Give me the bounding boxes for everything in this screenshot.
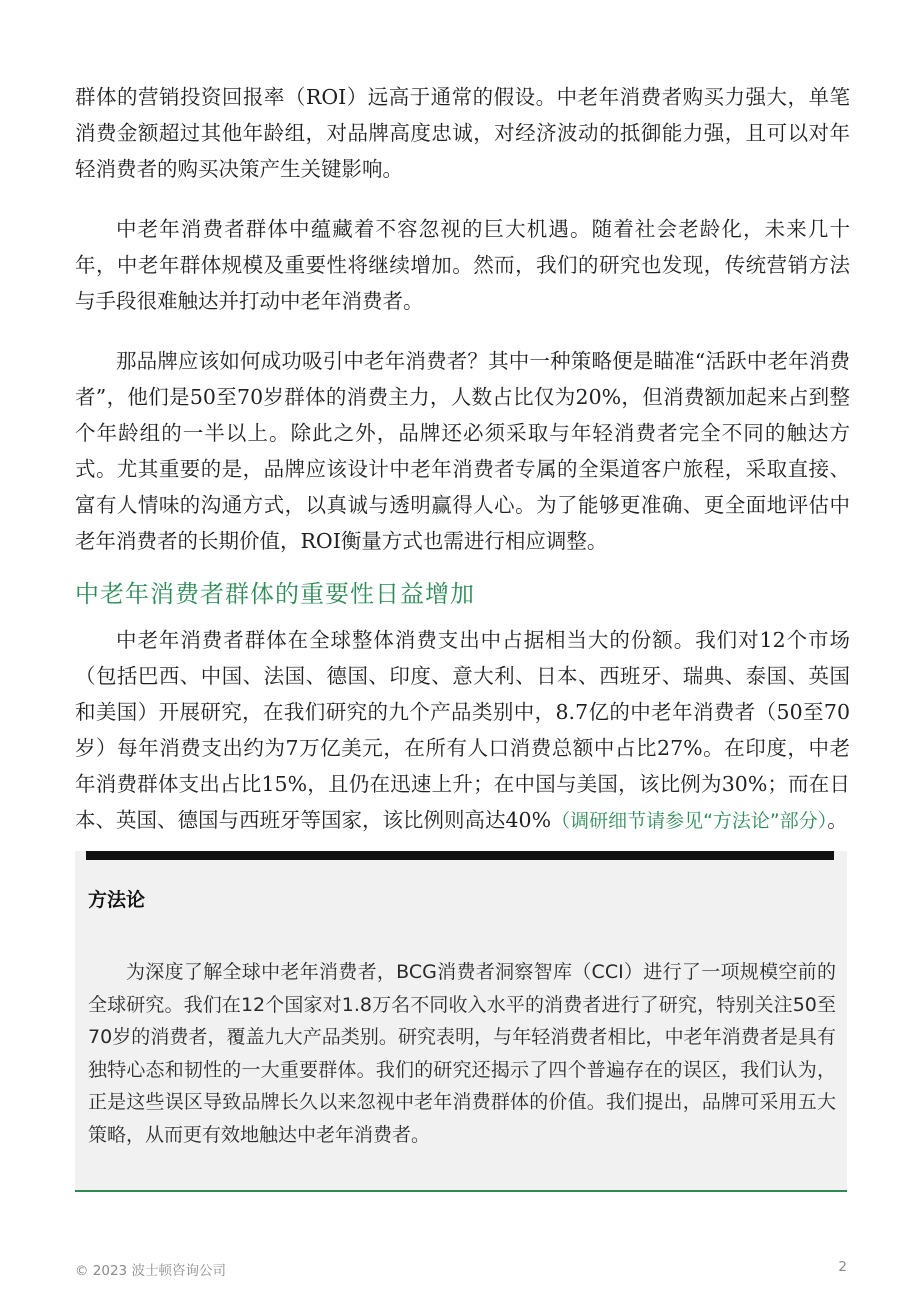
market-share-end: 。 [827,808,848,832]
methodology-reference-link[interactable]: （调研细节请参见“方法论”部分） [551,810,828,832]
body-paragraph-strategy: 那品牌应该如何成功吸引中老年消费者？其中一种策略便是瞄准“活跃中老年消费者”，他们是50至70岁群体的消费主力，人数占比仅为20%，但消费额加起来占到整个年龄组的一半以上。除此之外，品牌还必须采取与年轻消费者完全不同的触达方式。尤其重要的是，品牌应该设计中老年消费者专属的全渠道客户旅程，采取直接、富有人情味的沟通方式，以真诚与透明赢得人心。为了能够更准确、更全面地评估中老年消费者的长期价值，ROI衡量方式也需进行相应调整。 [75,349,850,553]
methodology-box-top-bar [86,851,834,860]
body-paragraph-market-share [75,622,850,839]
methodology-body: 为深度了解全球中老年消费者，BCG消费者洞察智库（CCI）进行了一项规模空前的全球研究。我们在12个国家对1.8万名不同收入水平的消费者进行了研究，特别关注50至70岁的消费者，覆盖九大产品类别。研究表明，与年轻消费者相比，中老年消费者是具有独特心态和韧性的一大重要群体。我们的研究还揭示了四个普遍存在的误区，我们认为，正是这些误区导致品牌长久以来忽视中老年消费群体的价值。我们提出，品牌可采用五大策略，从而更有效地触达中老年消费者。 [88,961,836,1146]
methodology-box [75,851,847,1192]
section-heading: 中老年消费者群体的重要性日益增加 [75,580,475,608]
body-paragraph-roi: 群体的营销投资回报率（ROI）远高于通常的假设。中老年消费者购买力强大，单笔消费金额超过其他年龄组，对品牌高度忠诚，对经济波动的抵御能力强，且可以对年轻消费者的购买决策产生关键影响。 [75,85,850,181]
footer-copyright: © 2023 波士顿咨询公司 [75,1263,226,1279]
footer-page-number: 2 [838,1259,847,1275]
market-share-text: 中老年消费者群体在全球整体消费支出中占据相当大的份额。我们对12个市场（包括巴西、中国、法国、德国、印度、意大利、日本、西班牙、瑞典、泰国、英国和美国）开展研究，在我们研究的九个产品类别中，8.7亿的中老年消费者（50至70岁）每年消费支出约为7万亿美元，在所有人口消费总额中占比27%。在印度，中老年消费群体支出占比15%，且仍在迅速上升；在中国与美国，该比例为30%；而在日本、英国、德国与西班牙等国家，该比例则高达40% [75,628,850,832]
methodology-title: 方法论 [88,889,146,911]
body-paragraph-opportunity: 中老年消费者群体中蕴藏着不容忽视的巨大机遇。随着社会老龄化，未来几十年，中老年群体规模及重要性将继续增加。然而，我们的研究也发现，传统营销方法与手段很难触达并打动中老年消费者。 [75,217,850,313]
